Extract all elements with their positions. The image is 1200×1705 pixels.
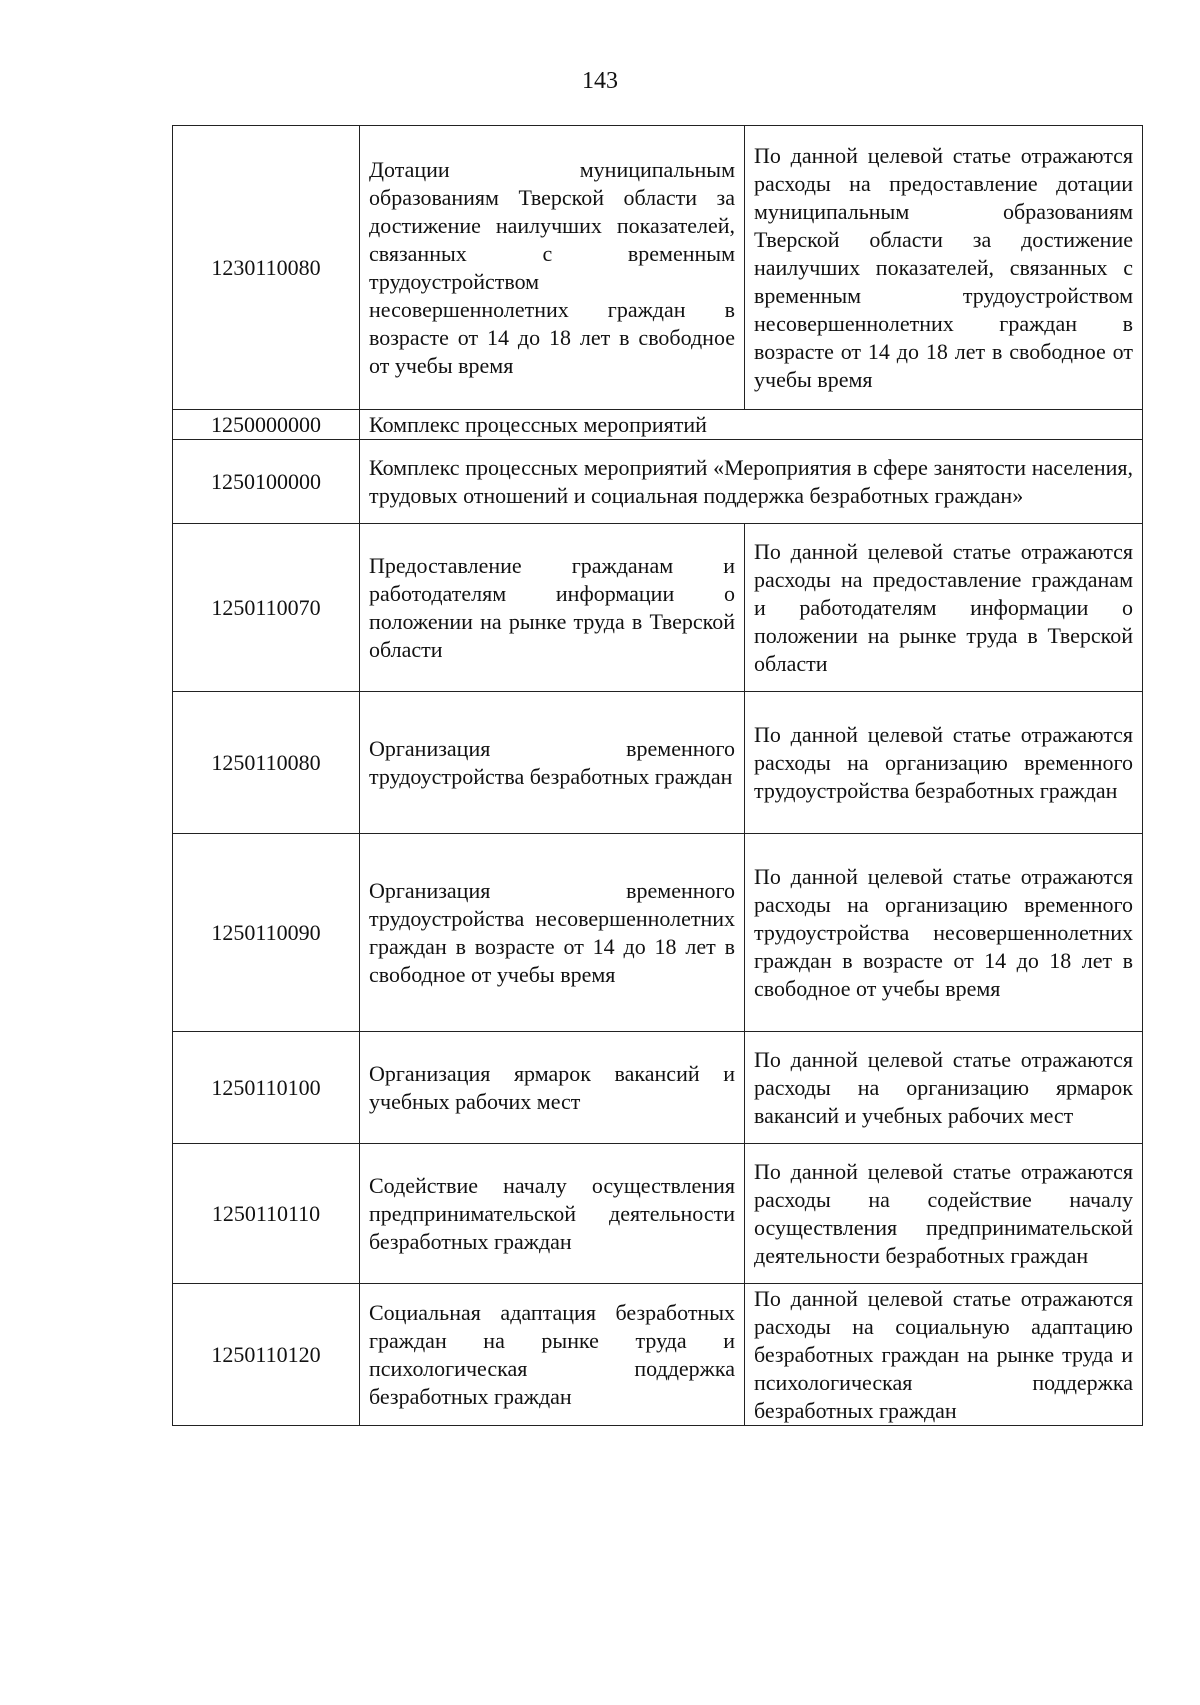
row-code: 1230110080: [173, 126, 360, 410]
row-description: По данной целевой статье отражаются расходы на организацию временного трудоустройства безработных граждан: [745, 692, 1143, 834]
row-description: По данной целевой статье отражаются расходы на организацию временного трудоустройства несовершеннолетних граждан в возрасте от 14 до 18 лет в свободное от учебы время: [745, 834, 1143, 1032]
row-description: По данной целевой статье отражаются расходы на предоставление гражданам и работодателям информации о положении на рынке труда в Тверской области: [745, 524, 1143, 692]
row-code: 1250100000: [173, 440, 360, 524]
table-row: [173, 1284, 1143, 1426]
table-row: [173, 1144, 1143, 1284]
row-code: 1250110090: [173, 834, 360, 1032]
row-name: Социальная адаптация безработных граждан на рынке труда и психологическая поддержка безработных граждан: [360, 1284, 745, 1426]
row-code: 1250000000: [173, 410, 360, 440]
row-name: Организация временного трудоустройства безработных граждан: [360, 692, 745, 834]
target-articles-table: [172, 125, 1143, 1426]
table-row: [173, 126, 1143, 410]
row-name: Предоставление гражданам и работодателям информации о положении на рынке труда в Тверской области: [360, 524, 745, 692]
table-row: [173, 440, 1143, 524]
row-description: По данной целевой статье отражаются расходы на социальную адаптацию безработных граждан на рынке труда и психологическая поддержка безработных граждан: [745, 1284, 1143, 1426]
row-description: По данной целевой статье отражаются расходы на организацию ярмарок вакансий и учебных рабочих мест: [745, 1032, 1143, 1144]
row-code: 1250110080: [173, 692, 360, 834]
row-name: Комплекс процессных мероприятий: [360, 410, 1143, 440]
row-name: Дотации муниципальным образованиям Тверской области за достижение наилучших показателей, связанных с временным трудоустройством несовершеннолетних граждан в возрасте от 14 до 18 лет в свободное от учебы время: [360, 126, 745, 410]
table-row: [173, 692, 1143, 834]
row-code: 1250110100: [173, 1032, 360, 1144]
row-description: По данной целевой статье отражаются расходы на содействие началу осуществления предпринимательской деятельности безработных граждан: [745, 1144, 1143, 1284]
row-code: 1250110110: [173, 1144, 360, 1284]
row-code: 1250110070: [173, 524, 360, 692]
page-number: 143: [582, 68, 618, 94]
row-code: 1250110120: [173, 1284, 360, 1426]
row-name: Комплекс процессных мероприятий «Мероприятия в сфере занятости населения, трудовых отношений и социальная поддержка безработных граждан»: [360, 440, 1143, 524]
table-row: [173, 524, 1143, 692]
table-row: [173, 410, 1143, 440]
row-name: Организация временного трудоустройства несовершеннолетних граждан в возрасте от 14 до 18 лет в свободное от учебы время: [360, 834, 745, 1032]
row-name: Содействие началу осуществления предпринимательской деятельности безработных граждан: [360, 1144, 745, 1284]
row-name: Организация ярмарок вакансий и учебных рабочих мест: [360, 1032, 745, 1144]
row-description: По данной целевой статье отражаются расходы на предоставление дотации муниципальным образованиям Тверской области за достижение наилучших показателей, связанных с временным трудоустройством несовершеннолетних граждан в возрасте от 14 до 18 лет в свободное от учебы время: [745, 126, 1143, 410]
table-row: [173, 834, 1143, 1032]
table-row: [173, 1032, 1143, 1144]
